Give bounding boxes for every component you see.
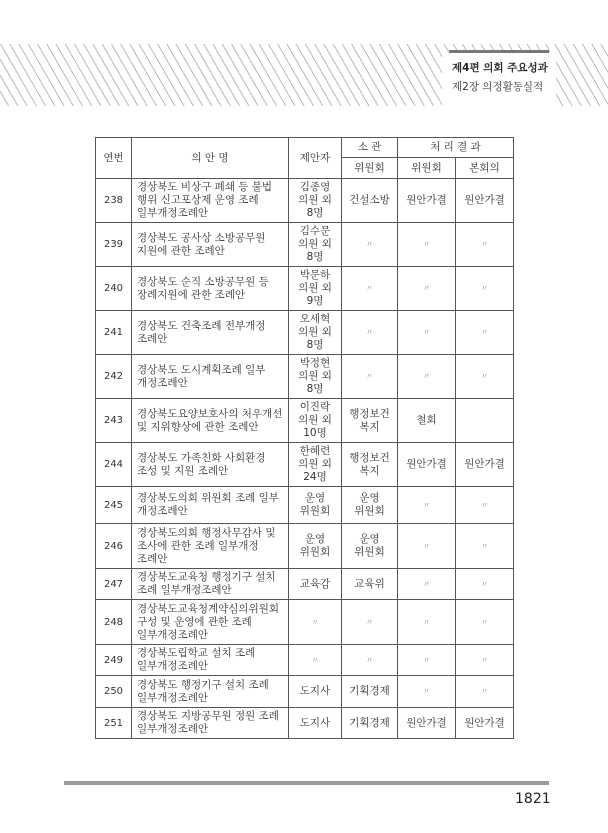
- bill-title-line: 지원에 관한 조례안: [137, 244, 225, 257]
- table-row: [96, 399, 514, 443]
- committee-result: 〃: [398, 600, 456, 645]
- committee-line: 복지: [359, 464, 380, 477]
- proposer-line: 의원 외: [298, 370, 332, 382]
- row-number: 244: [96, 443, 132, 487]
- plenary-result: 〃: [456, 569, 514, 600]
- committee-result: 철회: [398, 399, 456, 443]
- proposer-line: 박정현: [299, 357, 331, 369]
- committee-line: 기획경제: [349, 716, 390, 729]
- proposer: [289, 443, 342, 487]
- committee-result: 〃: [398, 267, 456, 311]
- committee: [342, 179, 398, 223]
- proposer-line: 김종영: [299, 181, 331, 193]
- col-header-committee-bottom: 위원회: [342, 158, 398, 179]
- proposer: [289, 311, 342, 355]
- row-number: 243: [96, 399, 132, 443]
- proposer-line: 〃: [311, 617, 319, 627]
- committee-line: 운영: [359, 533, 380, 545]
- proposer-line: 10명: [303, 427, 327, 439]
- bill-title: [132, 355, 289, 399]
- proposer: [289, 179, 342, 223]
- plenary-result: 〃: [456, 355, 514, 399]
- bill-title-line: 조례 일부개정조례안: [137, 584, 232, 596]
- col-header-result-committee: 위원회: [398, 158, 456, 179]
- committee: [342, 645, 398, 676]
- committee-result: 〃: [398, 223, 456, 267]
- proposer-line: 의원 외: [298, 458, 332, 470]
- committee: [342, 355, 398, 399]
- plenary-result: [456, 399, 514, 443]
- committee-line: 〃: [365, 655, 374, 665]
- proposer-line: 8명: [306, 383, 324, 395]
- table-row: [96, 569, 514, 600]
- plenary-result: 〃: [456, 311, 514, 355]
- row-number: 247: [96, 569, 132, 600]
- proposer-line: 9명: [306, 295, 324, 307]
- part-title: 제4편 의회 주요성과: [452, 62, 548, 74]
- committee-result: 〃: [398, 645, 456, 676]
- committee-line: 〃: [365, 284, 374, 293]
- proposer-line: 의원 외: [298, 326, 332, 338]
- table-row: [96, 223, 514, 267]
- committee-line: 〃: [365, 240, 374, 249]
- bill-title-line: 경상북도 가족친화 사회환경: [137, 451, 266, 464]
- plenary-result: 원안가결: [456, 443, 514, 487]
- bill-title-line: 경상북도 지방공무원 정원 조례: [137, 710, 279, 722]
- proposer: [289, 267, 342, 311]
- bill-title: [132, 524, 289, 569]
- table-row: [96, 355, 514, 399]
- bill-title: [132, 487, 289, 524]
- table-row: [96, 487, 514, 524]
- plenary-result: 원안가결: [456, 708, 514, 739]
- committee-result: 〃: [398, 569, 456, 600]
- bill-title: [132, 645, 289, 676]
- bill-title-line: 경상북도 행정기구 설치 조례: [137, 678, 269, 691]
- row-number: 246: [96, 524, 132, 569]
- table-row: [96, 645, 514, 676]
- row-number: 241: [96, 311, 132, 355]
- bill-title-line: 경상북도 순직 소방공무원 등: [137, 275, 269, 288]
- bill-title: [132, 676, 289, 708]
- footer-rule: [64, 781, 549, 785]
- row-number: 245: [96, 487, 132, 524]
- committee-line: 위원회: [354, 546, 385, 558]
- proposer: [289, 708, 342, 739]
- bill-title-line: 일부개정조례안: [137, 207, 209, 219]
- bill-title-line: 경상북도 공사상 소방공무원: [137, 231, 266, 244]
- proposer-line: 8명: [306, 251, 324, 263]
- row-number: 251: [96, 708, 132, 739]
- col-header-committee-top: 소 관: [342, 138, 398, 158]
- bill-title-line: 조례안: [137, 332, 168, 345]
- proposer-line: 〃: [311, 655, 319, 665]
- header-accent-bar: [449, 50, 549, 53]
- committee-line: 운영: [359, 492, 380, 504]
- bill-title-line: 행위 신고포상제 운영 조례: [137, 194, 259, 206]
- bill-title: [132, 179, 289, 223]
- row-number: 249: [96, 645, 132, 676]
- proposer-line: 교육감: [299, 577, 331, 590]
- bill-title-line: 경상북도요양보호사의 처우개선: [137, 407, 283, 420]
- table-row: [96, 311, 514, 355]
- row-number: 250: [96, 676, 132, 708]
- committee: [342, 524, 398, 569]
- table-row: [96, 524, 514, 569]
- committee-line: 〃: [365, 328, 374, 337]
- committee-result: 〃: [398, 524, 456, 569]
- proposer-line: 위원회: [299, 505, 331, 517]
- bill-title-line: 경상북도 비상구 폐쇄 등 불법: [137, 181, 273, 193]
- proposer-line: 의원 외: [298, 238, 332, 250]
- proposer: [289, 645, 342, 676]
- bill-title-line: 개정조례안: [137, 505, 188, 517]
- proposer-line: 오세혁: [299, 313, 331, 325]
- bill-title: [132, 569, 289, 600]
- row-number: 248: [96, 600, 132, 645]
- bill-title-line: 경상북도교육청 행정기구 설치: [137, 571, 276, 583]
- plenary-result: 〃: [456, 645, 514, 676]
- committee: [342, 676, 398, 708]
- bill-title-line: 경상북도 도시계획조례 일부: [137, 363, 266, 376]
- committee-line: 건설소방: [349, 194, 390, 206]
- row-number: 239: [96, 223, 132, 267]
- bill-title-line: 경상북도의회 위원회 조례 일부: [137, 492, 279, 504]
- bill-title: [132, 708, 289, 739]
- bill-title-line: 조성 및 지원 조례안: [137, 464, 229, 477]
- page-number: 1821: [515, 791, 551, 807]
- bill-title-line: 일부개정조례안: [137, 691, 209, 704]
- bill-title-line: 및 지위향상에 관한 조례안: [137, 420, 259, 433]
- proposer-line: 김수문: [299, 225, 331, 237]
- proposer-line: 이진락: [299, 401, 331, 413]
- row-number: 240: [96, 267, 132, 311]
- proposer-line: 8명: [306, 339, 324, 351]
- table-row: [96, 179, 514, 223]
- chapter-title: 제2장 의정활동실적: [452, 81, 544, 93]
- bill-title-line: 경상북도의회 행정사무감사 및: [137, 526, 276, 539]
- committee: [342, 600, 398, 645]
- proposer: [289, 355, 342, 399]
- bill-title: [132, 311, 289, 355]
- committee-line: 행정보건: [349, 451, 390, 464]
- committee: [342, 443, 398, 487]
- bill-title-line: 개정조례안: [137, 376, 188, 389]
- bill-title: [132, 267, 289, 311]
- committee: [342, 399, 398, 443]
- committee-line: 위원회: [354, 505, 385, 517]
- committee-result: 원안가결: [398, 708, 456, 739]
- committee-result: 〃: [398, 355, 456, 399]
- committee: [342, 267, 398, 311]
- committee: [342, 569, 398, 600]
- bill-title: [132, 223, 289, 267]
- table-row: [96, 443, 514, 487]
- proposer: [289, 223, 342, 267]
- proposer-line: 위원회: [299, 546, 331, 558]
- table-row: [96, 676, 514, 708]
- bill-title: [132, 600, 289, 645]
- bill-title-line: 일부개정조례안: [137, 723, 209, 735]
- bill-title-line: 일부개정조례안: [137, 660, 209, 672]
- proposer: [289, 399, 342, 443]
- table-row: [96, 600, 514, 645]
- bill-title-line: 경상북도교육청계약심의위원회: [137, 602, 280, 615]
- proposer-line: 의원 외: [298, 194, 332, 206]
- bill-title-line: 경상북도 건축조례 전부개정: [137, 319, 266, 332]
- bill-title-line: 일부개정조례안: [137, 628, 209, 641]
- plenary-result: 〃: [456, 223, 514, 267]
- col-header-title: 의 안 명: [132, 138, 289, 179]
- table-body: [96, 179, 514, 739]
- col-header-proposer: 제안자: [289, 138, 342, 179]
- proposer-line: 도지사: [299, 685, 331, 697]
- committee: [342, 311, 398, 355]
- proposer-line: 의원 외: [298, 414, 332, 426]
- plenary-result: 원안가결: [456, 179, 514, 223]
- col-header-result-plenary: 본회의: [456, 158, 514, 179]
- bill-title-line: 조례안: [137, 552, 168, 565]
- proposer-line: 운영: [304, 492, 326, 504]
- plenary-result: 〃: [456, 600, 514, 645]
- col-header-no: 연번: [96, 138, 132, 179]
- proposer-line: 의원 외: [298, 282, 332, 294]
- plenary-result: 〃: [456, 487, 514, 524]
- bill-title-line: 경상북도립학교 설치 조례: [137, 647, 256, 659]
- committee-line: 행정보건: [349, 407, 390, 420]
- committee-line: 〃: [365, 372, 374, 381]
- committee: [342, 708, 398, 739]
- bill-title-line: 구성 및 운영에 관한 조례: [137, 615, 252, 628]
- proposer: [289, 524, 342, 569]
- row-number: 242: [96, 355, 132, 399]
- plenary-result: 〃: [456, 524, 514, 569]
- proposer: [289, 487, 342, 524]
- committee: [342, 223, 398, 267]
- proposer-line: 24명: [303, 471, 327, 483]
- committee-result: 〃: [398, 676, 456, 708]
- plenary-result: 〃: [456, 676, 514, 708]
- col-header-result: 처 리 결 과: [398, 138, 514, 158]
- proposer: [289, 569, 342, 600]
- row-number: 238: [96, 179, 132, 223]
- committee-line: 교육위: [354, 577, 385, 590]
- proposer-line: 한혜련: [299, 445, 331, 457]
- committee-line: 복지: [359, 420, 380, 433]
- bill-table: [95, 137, 514, 739]
- bill-title: [132, 399, 289, 443]
- table-row: [96, 267, 514, 311]
- committee-result: 원안가결: [398, 443, 456, 487]
- table-row: [96, 708, 514, 739]
- committee-line: 〃: [365, 617, 374, 627]
- committee-result: 〃: [398, 487, 456, 524]
- proposer-line: 박문하: [299, 269, 331, 281]
- committee-result: 〃: [398, 311, 456, 355]
- proposer-line: 도지사: [299, 716, 331, 729]
- plenary-result: 〃: [456, 267, 514, 311]
- proposer: [289, 676, 342, 708]
- committee-line: 기획경제: [349, 685, 390, 697]
- committee-result: 원안가결: [398, 179, 456, 223]
- proposer: [289, 600, 342, 645]
- proposer-line: 8명: [306, 207, 324, 219]
- proposer-line: 운영: [304, 533, 326, 545]
- committee: [342, 487, 398, 524]
- bill-title-line: 장례지원에 관한 조례안: [137, 288, 246, 301]
- bill-title: [132, 443, 289, 487]
- bill-title-line: 조사에 관한 조례 일부개정: [137, 539, 259, 552]
